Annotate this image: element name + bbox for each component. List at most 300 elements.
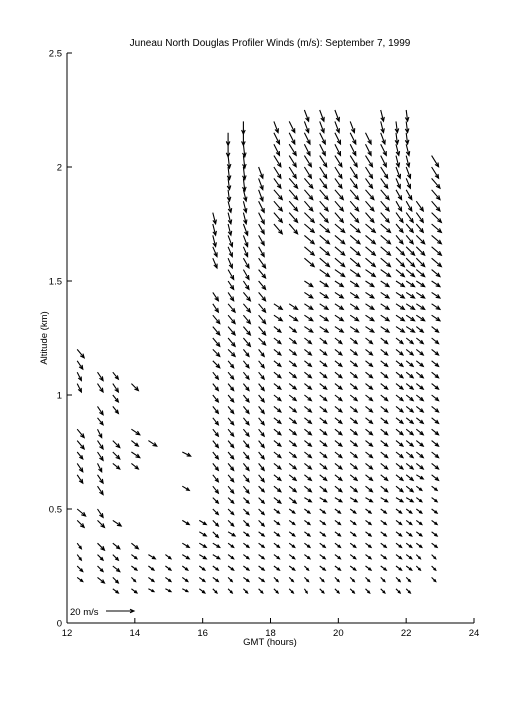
wind-vector <box>259 281 266 289</box>
wind-vector <box>304 258 314 266</box>
wind-vector <box>381 110 385 121</box>
wind-vector <box>98 543 105 550</box>
wind-vector <box>416 475 423 479</box>
wind-vector <box>335 555 341 559</box>
wind-vector <box>228 463 234 470</box>
wind-vector <box>432 156 439 167</box>
wind-vector <box>396 418 403 424</box>
wind-vector <box>416 452 423 458</box>
wind-vector <box>396 213 403 223</box>
wind-vector <box>289 201 297 211</box>
wind-vector <box>381 349 388 355</box>
wind-vector <box>289 543 295 547</box>
wind-vector <box>396 555 402 559</box>
wind-vector <box>77 349 84 357</box>
wind-vector <box>228 520 234 526</box>
wind-vector <box>213 224 217 235</box>
wind-vector <box>350 418 357 424</box>
wind-vector <box>304 429 311 435</box>
wind-vector <box>406 577 410 581</box>
wind-vector <box>77 475 83 483</box>
wind-vector <box>289 509 295 513</box>
wind-vector <box>335 281 343 287</box>
wind-vector <box>213 486 219 493</box>
wind-vector <box>381 509 387 513</box>
wind-vector <box>228 475 234 482</box>
wind-vector <box>416 327 423 333</box>
wind-vector <box>416 247 424 255</box>
wind-vector <box>274 532 280 536</box>
wind-vector <box>432 349 439 355</box>
wind-vector <box>131 589 137 593</box>
wind-vector <box>416 520 422 524</box>
wind-vector <box>320 338 327 344</box>
wind-vector <box>243 395 249 402</box>
wind-vector <box>259 304 266 312</box>
wind-vector <box>213 406 219 413</box>
wind-vector <box>396 498 403 502</box>
wind-vector <box>289 418 296 424</box>
wind-vector <box>228 327 235 335</box>
wind-vector <box>381 201 389 211</box>
wind-vector <box>396 327 404 333</box>
wind-vector <box>320 258 330 266</box>
wind-vector <box>335 144 341 155</box>
wind-vector <box>243 144 247 157</box>
wind-vector <box>381 235 391 243</box>
wind-vector <box>335 270 345 277</box>
wind-vector <box>243 441 249 448</box>
wind-vector <box>213 589 217 593</box>
wind-vector <box>406 589 410 593</box>
x-tick-label: 16 <box>197 628 208 639</box>
wind-vector <box>213 441 219 448</box>
wind-vector <box>432 384 439 390</box>
wind-vector <box>199 520 206 524</box>
wind-vector <box>350 304 358 310</box>
wind-vector <box>320 190 328 200</box>
wind-vector <box>350 281 358 287</box>
wind-vector <box>199 532 206 536</box>
wind-vector <box>304 167 311 178</box>
wind-vector <box>289 395 296 401</box>
wind-vector <box>381 429 388 435</box>
wind-vector <box>274 589 278 593</box>
wind-vector <box>350 292 358 298</box>
wind-vector <box>396 349 403 355</box>
wind-vector <box>350 247 360 255</box>
y-tick-label: 1 <box>56 390 62 402</box>
wind-vector <box>381 532 387 536</box>
wind-vector <box>228 315 235 323</box>
wind-vector <box>259 441 265 448</box>
wind-vector <box>304 178 312 188</box>
wind-vector <box>366 156 373 167</box>
wind-vector <box>320 520 326 524</box>
wind-vector <box>416 555 420 559</box>
wind-vector <box>228 304 235 312</box>
wind-vector <box>274 121 279 132</box>
wind-vector <box>396 201 402 211</box>
wind-vector <box>274 475 281 481</box>
wind-vector <box>228 429 234 436</box>
wind-vector <box>381 498 388 502</box>
wind-vector <box>243 589 247 593</box>
wind-vector <box>320 201 328 211</box>
wind-vector <box>395 121 399 132</box>
wind-vector <box>213 520 219 526</box>
wind-vector <box>98 372 104 380</box>
wind-vector <box>381 566 387 570</box>
wind-vector <box>406 566 412 570</box>
wind-vector <box>274 543 280 547</box>
wind-vector <box>259 338 266 345</box>
wind-vector <box>366 133 372 144</box>
wind-vector <box>416 532 422 536</box>
wind-vector <box>335 292 343 298</box>
wind-vector <box>243 555 249 559</box>
wind-vector <box>259 315 266 323</box>
wind-vector <box>432 327 439 333</box>
scale-label: 20 m/s <box>70 607 99 618</box>
wind-vector <box>131 555 137 559</box>
wind-vector <box>416 235 424 243</box>
wind-vector <box>304 543 310 547</box>
wind-vector <box>432 452 439 458</box>
wind-vector <box>366 532 372 536</box>
wind-vector <box>320 213 328 223</box>
wind-vector <box>366 520 372 524</box>
wind-vector <box>243 361 249 368</box>
wind-vector <box>243 486 249 493</box>
wind-vector <box>432 224 442 232</box>
wind-vector <box>113 555 119 561</box>
wind-vector <box>366 201 374 211</box>
wind-vector <box>274 190 282 200</box>
wind-vector <box>432 475 439 481</box>
wind-vector <box>213 258 217 268</box>
wind-vector <box>243 258 249 268</box>
wind-vector <box>416 304 424 310</box>
wind-vector <box>396 144 400 155</box>
wind-vector <box>432 372 439 378</box>
wind-vector <box>289 577 293 581</box>
wind-vector <box>259 213 265 224</box>
wind-vector <box>396 156 400 167</box>
wind-vector <box>335 532 341 536</box>
wind-vector <box>77 441 84 449</box>
wind-vector <box>350 349 357 355</box>
wind-vector <box>416 292 424 298</box>
wind-vector <box>228 270 234 280</box>
wind-vector <box>259 520 265 526</box>
wind-vector <box>406 555 412 559</box>
wind-vector <box>228 509 234 515</box>
wind-vector <box>432 213 442 223</box>
chart-title: Juneau North Douglas Profiler Winds (m/s): September 7, 1999 <box>129 38 411 49</box>
wind-vector <box>416 486 422 490</box>
wind-vector <box>320 361 327 367</box>
wind-vector <box>381 520 387 524</box>
wind-vector <box>350 441 357 447</box>
wind-vector <box>165 566 171 570</box>
wind-vector <box>213 509 219 515</box>
wind-vector <box>243 520 249 526</box>
wind-vector <box>416 441 423 447</box>
wind-vector <box>366 338 373 344</box>
wind-vector <box>259 555 265 559</box>
wind-vector <box>148 577 154 581</box>
wind-vector <box>406 281 414 287</box>
wind-vector <box>396 258 404 266</box>
wind-vector <box>350 156 357 167</box>
wind-vector <box>274 178 281 188</box>
wind-vector <box>335 247 345 255</box>
wind-vector <box>366 247 376 255</box>
wind-vector <box>289 338 296 344</box>
wind-vector <box>213 247 217 257</box>
wind-vector <box>366 406 373 412</box>
y-tick-label: 0 <box>56 618 62 630</box>
wind-vector <box>335 441 342 447</box>
wind-vector <box>406 338 413 344</box>
wind-vector <box>406 235 413 243</box>
wind-vector <box>289 384 296 390</box>
wind-vector <box>335 384 342 390</box>
wind-vector <box>243 532 249 536</box>
wind-vector <box>396 475 403 481</box>
wind-vector <box>213 327 220 335</box>
wind-vector <box>320 577 324 581</box>
wind-vector <box>366 463 373 469</box>
wind-vector <box>242 121 246 134</box>
wind-vector <box>259 327 266 335</box>
wind-vector <box>274 144 280 155</box>
wind-vector <box>432 247 442 255</box>
wind-vector <box>320 178 327 188</box>
wind-vector <box>406 201 412 211</box>
wind-vector <box>350 315 358 321</box>
wind-vector <box>98 463 102 471</box>
wind-vector <box>406 213 413 223</box>
wind-vector <box>406 429 413 435</box>
wind-vector <box>243 509 249 515</box>
wind-vector <box>381 372 388 378</box>
wind-vector <box>406 372 413 378</box>
wind-vector <box>432 235 442 243</box>
wind-vector <box>274 441 281 447</box>
wind-vector <box>432 566 436 570</box>
wind-vector <box>320 395 327 401</box>
wind-vector <box>381 361 388 367</box>
wind-vector <box>406 361 413 367</box>
wind-vector <box>243 577 249 581</box>
wind-vector <box>274 224 282 234</box>
wind-vector <box>77 543 81 549</box>
wind-vector <box>228 566 234 570</box>
wind-vector <box>396 543 402 547</box>
wind-vector <box>335 589 339 593</box>
wind-vector <box>335 315 343 321</box>
scale-arrow <box>106 609 134 613</box>
wind-vector <box>335 235 345 243</box>
wind-vector <box>274 384 281 390</box>
wind-vector <box>228 235 233 246</box>
wind-vector <box>98 566 104 572</box>
wind-vector <box>304 395 311 401</box>
wind-vector <box>243 247 247 257</box>
wind-vector <box>148 555 155 559</box>
wind-vector <box>335 178 342 188</box>
wind-vector <box>381 258 391 266</box>
wind-vector <box>406 532 412 536</box>
wind-vector <box>432 441 439 447</box>
wind-vector <box>274 486 281 492</box>
wind-vector <box>335 372 342 378</box>
wind-vector <box>432 258 442 266</box>
wind-vector <box>381 441 388 447</box>
wind-vector <box>381 589 385 593</box>
wind-vector <box>304 486 311 492</box>
wind-vector <box>98 509 104 517</box>
wind-vector <box>406 509 412 513</box>
wind-vector <box>416 338 423 344</box>
wind-vector <box>243 213 247 224</box>
wind-vector <box>213 429 219 436</box>
wind-vector <box>182 555 189 559</box>
wind-vector <box>259 418 265 425</box>
wind-vector <box>304 304 312 310</box>
wind-vector <box>406 224 413 232</box>
wind-vector <box>304 361 311 367</box>
wind-vector <box>406 441 413 447</box>
wind-vector <box>320 349 327 355</box>
wind-vector <box>77 452 83 459</box>
wind-vector <box>113 452 120 459</box>
wind-vector <box>381 577 385 581</box>
wind-vector <box>366 509 372 513</box>
wind-vector <box>304 475 311 481</box>
wind-vector <box>199 577 205 581</box>
wind-vector <box>350 577 354 581</box>
wind-vector <box>259 589 263 593</box>
wind-vector <box>274 327 281 333</box>
wind-vector <box>304 190 312 200</box>
wind-vector <box>77 384 81 392</box>
wind-vector <box>289 520 295 524</box>
wind-vector <box>366 577 370 581</box>
wind-vector <box>396 292 404 298</box>
wind-vector <box>396 589 400 593</box>
wind-vector <box>289 156 296 167</box>
wind-vector <box>416 566 420 570</box>
wind-vector <box>350 224 360 232</box>
wind-vector <box>304 566 308 570</box>
wind-vector <box>182 566 188 570</box>
wind-vector <box>228 213 232 224</box>
wind-vector <box>213 304 219 312</box>
wind-vector <box>381 406 388 412</box>
wind-vector <box>289 532 295 536</box>
wind-vector <box>304 577 308 581</box>
wind-vector <box>381 315 389 321</box>
wind-vector <box>406 144 410 155</box>
wind-vector <box>113 577 119 583</box>
wind-vector <box>289 429 296 435</box>
wind-vector <box>304 406 311 412</box>
wind-vector <box>274 577 278 581</box>
wind-vector <box>213 543 220 547</box>
wind-vector <box>381 213 389 223</box>
wind-vector <box>381 144 387 155</box>
wind-vector <box>432 167 439 178</box>
wind-vector <box>228 452 234 459</box>
wind-vector <box>366 258 376 266</box>
x-tick-label: 12 <box>61 628 73 639</box>
wind-vector <box>335 190 343 200</box>
wind-vector <box>416 406 423 412</box>
wind-vector <box>213 463 219 470</box>
wind-vector <box>274 156 281 167</box>
wind-vector <box>228 543 234 547</box>
wind-vector <box>259 178 264 189</box>
wind-vector <box>396 509 402 513</box>
wind-vector <box>289 224 297 234</box>
wind-vector <box>350 258 360 266</box>
wind-vector <box>381 133 386 144</box>
wind-vector <box>432 555 436 559</box>
wind-vector <box>226 133 230 146</box>
wind-vector <box>406 395 413 401</box>
wind-vector <box>289 361 296 367</box>
wind-vector <box>77 429 84 437</box>
wind-vector <box>381 486 388 492</box>
wind-vector <box>199 589 205 593</box>
wind-vector <box>366 270 376 277</box>
wind-vector <box>432 178 440 188</box>
wind-vector <box>335 566 341 570</box>
wind-vector <box>98 452 104 460</box>
wind-vector <box>77 372 81 380</box>
wind-vector <box>243 304 250 312</box>
wind-vector <box>366 418 373 424</box>
wind-vector <box>406 167 410 178</box>
wind-vector <box>366 224 376 232</box>
wind-vector <box>131 384 138 391</box>
wind-vector <box>213 292 219 300</box>
wind-vector <box>320 315 328 321</box>
wind-vector <box>289 315 297 321</box>
wind-vector <box>416 463 423 469</box>
wind-vector <box>213 498 219 504</box>
wind-vector <box>416 270 424 277</box>
wind-vector <box>243 315 250 323</box>
wind-vector <box>98 384 104 392</box>
wind-vector <box>304 201 312 211</box>
wind-vector <box>406 270 414 277</box>
wind-vector <box>350 532 356 536</box>
wind-vector <box>320 235 330 243</box>
wind-vector <box>366 144 372 155</box>
wind-vector <box>381 121 385 132</box>
wind-vector <box>304 452 311 458</box>
wind-vector <box>335 486 342 492</box>
wind-vector <box>396 406 403 412</box>
wind-vector <box>406 452 413 458</box>
wind-vector <box>320 167 327 178</box>
wind-vector <box>350 520 356 524</box>
wind-vector <box>259 532 265 536</box>
